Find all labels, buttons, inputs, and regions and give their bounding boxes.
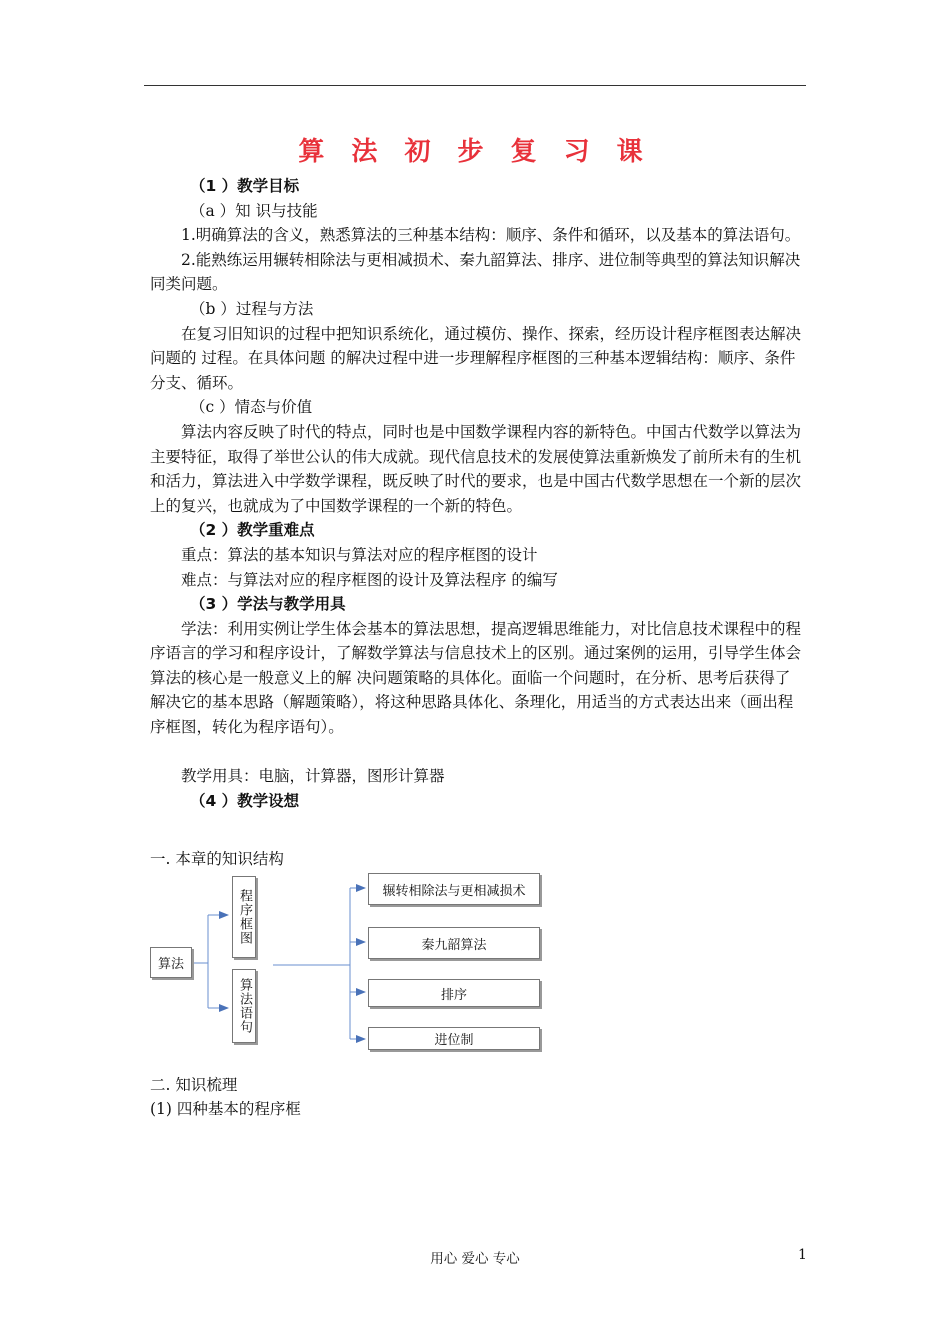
section-heading: （1 ）教学目标 xyxy=(190,177,300,195)
spacer xyxy=(150,740,805,765)
footer-text: 用心 爱心 专心 xyxy=(430,1251,520,1267)
page-number: 1 xyxy=(798,1247,807,1263)
paragraph: 教学用具：电脑，计算器，图形计算器 xyxy=(181,767,445,786)
document-body xyxy=(150,174,805,813)
paragraph: 2.能熟练运用辗转相除法与更相减损术、秦九韶算法、排序、进位制等典型的算法知识解决同类问题。 xyxy=(150,250,801,294)
section-heading: （4 ）教学设想 xyxy=(190,791,300,810)
branch-node-statements: 算法语句 xyxy=(232,969,256,1043)
paragraph: 1.明确算法的含义，熟悉算法的三种基本结构：顺序、条件和循环，以及基本的算法语句。 xyxy=(181,226,801,245)
knowledge-structure-diagram xyxy=(145,872,545,1052)
root-node: 算法 xyxy=(150,947,192,978)
part-heading: 一. 本章的知识结构 xyxy=(150,850,284,868)
section-heading: （2 ）教学重难点 xyxy=(190,521,315,540)
subsection-heading: （a ）知 识与技能 xyxy=(190,201,318,220)
section-heading: （3 ）学法与教学用具 xyxy=(190,595,346,614)
paragraph: 在复习旧知识的过程中把知识系统化，通过模仿、操作、探索，经历设计程序框图表达解决问题的 过程。在具体问题 的解决过程中进一步理解程序框图的三种基本逻辑结构：顺序、条件分支、循环。 xyxy=(150,324,802,392)
target-node: 进位制 xyxy=(368,1027,540,1050)
target-node: 排序 xyxy=(368,979,540,1007)
part-subheading: (1) 四种基本的程序框 xyxy=(150,1100,301,1118)
paragraph: 学法：利用实例让学生体会基本的算法思想，提高逻辑思维能力，对比信息技术课程中的程序语言的学习和程序设计，了解数学算法与信息技术上的区别。通过案例的运用，引导学生体会算法的核心是一般意义上的解 决问题策略的具体化。面临一个问题时，在分析、思考后获得了解决它的基本思路（解题策略），将这种思路具体化、条理化，用适当的方式表达出来（画出程序框图，转化为程序语句）。 xyxy=(150,619,802,737)
subsection-heading: （c ）情态与价值 xyxy=(190,398,313,417)
part-heading: 二. 知识梳理 xyxy=(150,1076,238,1094)
subsection-heading: （b ）过程与方法 xyxy=(190,299,314,318)
paragraph: 算法内容反映了时代的特点，同时也是中国数学课程内容的新特色。中国古代数学以算法为主要特征，取得了举世公认的伟大成就。现代信息技术的发展使算法重新焕发了前所未有的生机和活力，算法进入中学数学课程，既反映了时代的要求，也是中国古代数学思想在一个新的层次上的复兴，也就成为了中国数学课程的一个新的特色。 xyxy=(150,422,802,515)
paragraph: 重点：算法的基本知识与算法对应的程序框图的设计 xyxy=(181,545,538,564)
target-node: 辗转相除法与更相减损术 xyxy=(368,873,540,905)
page-title: 算 法 初 步 复 习 课 xyxy=(298,137,652,167)
branch-node-flowchart: 程序框图 xyxy=(232,876,256,958)
header-rule xyxy=(144,85,806,86)
target-node: 秦九韶算法 xyxy=(368,927,540,959)
paragraph: 难点：与算法对应的程序框图的设计及算法程序 的编写 xyxy=(181,570,558,589)
